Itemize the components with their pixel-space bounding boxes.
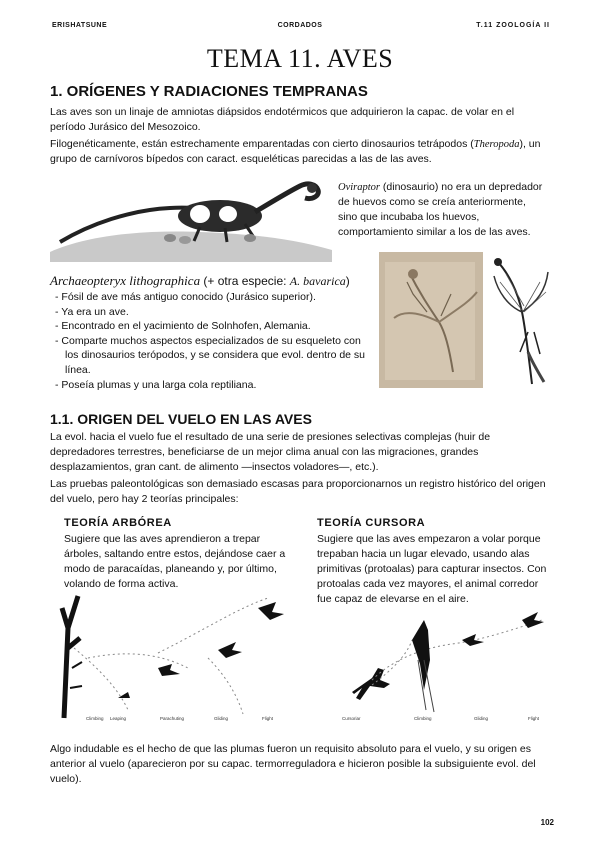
page-title: TEMA 11. AVES (206, 44, 394, 73)
paragraph-phylogeny: Filogenéticamente, están estrechamente emparentadas con cierto dinosaurios tetrápodos (Theropoda), un grupo de carnívoros bípedos con caract. esqueléticas parecidas a las de las aves. (50, 138, 541, 165)
figure-label: Climbing (86, 716, 104, 721)
arboreal-theory-diagram (58, 588, 290, 720)
figure-label: Flight (528, 716, 540, 721)
header-author: ERISHATSUNE (52, 22, 108, 29)
theory-cursora-text: Sugiere que las aves empezaron a volar porque trepaban hacia un lugar elevado, usando alas primitivas (protoalas) para capturar insectos. Con protoalas cada vez mayores, el animal corredor fue capaz de elevarse en el aire. (317, 533, 547, 605)
list-item: - Fósil de ave más antiguo conocido (Jurásico superior). (55, 291, 316, 303)
paragraph-flight-evolution: La evol. hacia el vuelo fue el resultado de una serie de presiones selectivas complejas (huir de depredadores terrestres, beneficiarse de un mejor clima anual con las migraciones, grandes desplazamientos, gran cant. de alimento —insectos voladores—, etc.). (50, 431, 491, 473)
archaeopteryx-title: Archaeopteryx lithographica (+ otra especie: A. bavarica) (50, 273, 350, 288)
paragraph-oviraptor: Oviraptor (dinosaurio) no era un depredador de huevos como se creía anteriormente, sino que incubaba los huevos, comportamiento similar a los de las aves. (338, 181, 543, 238)
paragraph-paleontology: Las pruebas paleontológicas son demasiado escasas para proporcionarnos un registro histórico del origen del vuelo, pero hay 2 teorías principales: (50, 478, 546, 505)
archaeopteryx-fossil-photo (379, 252, 483, 388)
theory-arborea-title: TEORÍA ARBÓREA (64, 517, 172, 529)
list-item: - Comparte muchos aspectos especializados de su esqueleto con los dinosaurios terópodos, y se considera que evol. dentro de su línea. (55, 334, 366, 376)
figure-label: Cursoriar (342, 716, 361, 721)
page-number: 102 (540, 818, 554, 827)
cursorial-theory-diagram (312, 600, 552, 718)
archaeopteryx-drawing (488, 252, 552, 388)
list-item: - Encontrado en el yacimiento de Solnhofen, Alemania. (55, 320, 311, 333)
header-subject: CORDADOS (277, 22, 323, 29)
section-heading-flight-origin: 1.1. ORIGEN DEL VUELO EN LAS AVES (50, 411, 312, 427)
figure-label: Gliding (214, 716, 229, 721)
figure-label: Parachuting (160, 716, 185, 721)
list-item: - Ya era un ave. (55, 305, 129, 318)
section-heading-origins: 1. ORÍGENES Y RADIACIONES TEMPRANAS (50, 83, 368, 100)
oviraptor-nest-illustration (50, 172, 332, 262)
figure-label: Leaping (110, 716, 127, 721)
figure-label: Gliding (474, 716, 489, 721)
paragraph-conclusion: Algo indudable es el hecho de que las plumas fueron un requisito absoluto para el vuelo, y su origen es anterior al vuelo (aparecieron por su capac. termorreguladora e hicieron posible la subsiguiente evol. del vuelo). (50, 743, 536, 785)
figure-label: Climbing (414, 716, 432, 721)
header-course: T.11 ZOOLOGÍA II (476, 22, 550, 29)
paragraph-intro: Las aves son un linaje de amniotas diápsidos endotérmicos que adquirieron la capac. de volar en el período Jurásico del Mesozoico. (50, 106, 515, 133)
theory-arborea-text: Sugiere que las aves aprendieron a trepar árboles, saltando entre estos, dejándose caer a modo de paracaídas, planeando y, por último, volando de forma activa. (64, 533, 286, 590)
figure-label: Flight (262, 716, 274, 721)
archaeopteryx-facts-list (53, 290, 373, 392)
theory-cursora-title: TEORÍA CURSORA (317, 517, 426, 529)
list-item: - Poseía plumas y una larga cola reptiliana. (55, 378, 257, 391)
